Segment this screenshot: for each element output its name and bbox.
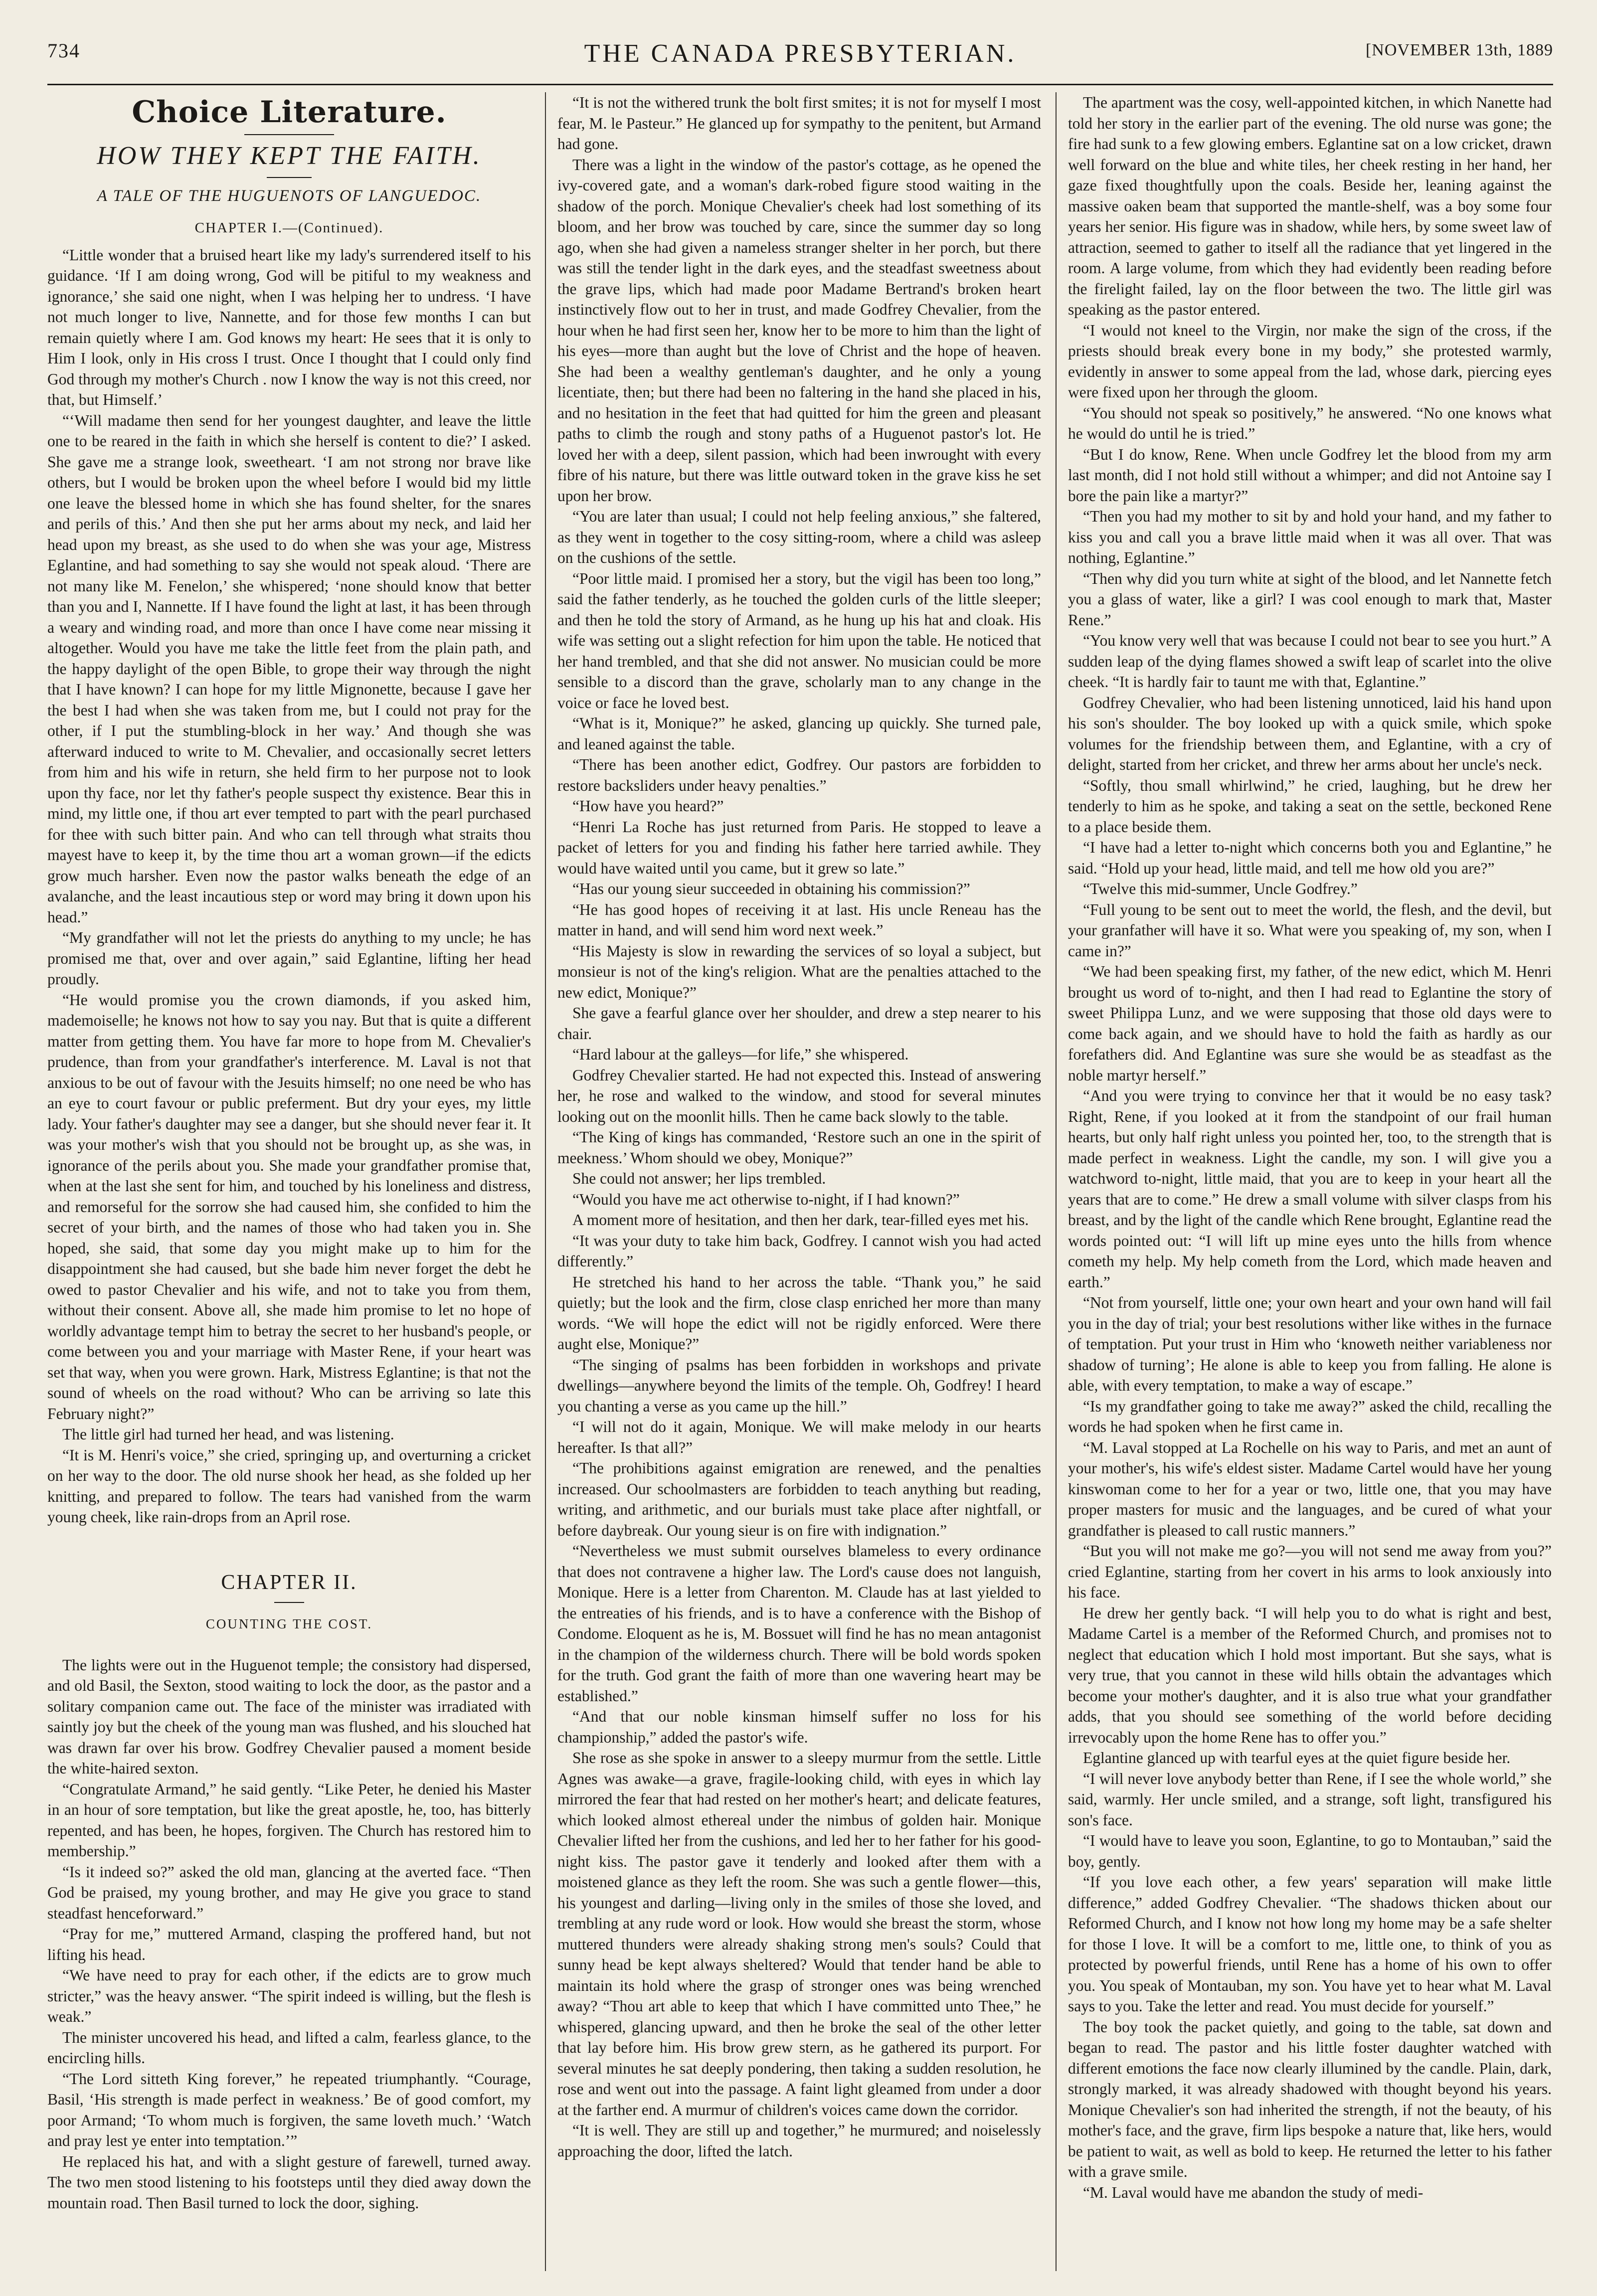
paragraph: “Nevertheless we must submit ourselves blameless to every ordinance that does not contravene a higher law. The Lord's cause does not languish, Monique. Here is a letter from Charenton. M. Claude has at last yielded to the entreaties of his friends, and is to have a conference with the Bishop of Condome. Eloquent as he is, M. Bossuet will find he has no mean antagonist in the champion of the wilderness church. There will be bold words spoken for the truth. God grant the faith of more than one wavering heart may be established.”	[557, 1542, 1041, 1705]
chapter-2-subtitle: COUNTING THE COST.	[205, 1616, 373, 1631]
paragraph: “The King of kings has commanded, ‘Restore such an one in the spirit of meekness.’ Whom should we obey, Monique?”	[557, 1128, 1041, 1167]
paragraph: “I will never love anybody better than Rene, if I see the whole world,” she said, warmly. Her uncle smiled, and a strange, soft light, transfigured his son's face.	[1068, 1769, 1552, 1829]
page-number: 734	[47, 39, 80, 62]
paragraph: A moment more of hesitation, and then her dark, tear-filled eyes met his.	[572, 1211, 1029, 1229]
paragraph: “Pray for me,” muttered Armand, clasping the proffered hand, but not lifting his head.	[47, 1925, 531, 1963]
section-title: Choice Literature.	[132, 95, 447, 130]
paragraph: He replaced his hat, and with a slight gesture of farewell, turned away. The two men stood listening to his footsteps until they died away down the mountain road. Then Basil turned to lock the door, sighing.	[47, 2152, 531, 2212]
paragraph: “We have need to pray for each other, if the edicts are to grow much stricter,” was the heavy answer. “The spirit indeed is willing, but the flesh is weak.”	[47, 1966, 531, 2025]
paragraph: “You know very well that was because I could not bear to see you hurt.” A sudden leap of the dying flames showed a swift leap of scarlet into the olive cheek. “It is hardly fair to taunt me with that, Eglantine.”	[1068, 632, 1552, 691]
paragraph: The apartment was the cosy, well-appointed kitchen, in which Nanette had told her story in the earlier part of the evening. The old nurse was gone; the fire had sunk to a few glowing embers. Eglantine sat on a low cricket, drawn well forward on the blue and white tiles, her cheek resting in her hand, her gaze fixed thoughtfully upon the coals. Beside her, leaning against the massive oaken beam that supported the mantle-shelf, was a boy some four years her senior. His figure was in shadow, while hers, by some sweet law of attraction, seemed to gather to itself all the radiance that yet lingered in the room. A large volume, from which they had evidently been reading before the firelight failed, lay on the floor between the two. The little girl was speaking as the pastor entered.	[1068, 94, 1552, 318]
paragraph: “You are later than usual; I could not help feeling anxious,” she faltered, as they went in together to the cosy sitting-room, where a child was asleep on the cushions of the settle.	[557, 508, 1041, 566]
paragraph: “I will not do it again, Monique. We will make melody in our hearts hereafter. Is that all?”	[557, 1418, 1041, 1456]
paragraph: “My grandfather will not let the priests do anything to my uncle; he has promised me that, over and over again,” said Eglantine, lifting her head proudly.	[47, 929, 531, 988]
column-1-text-b	[47, 1655, 531, 2214]
column-1	[47, 92, 531, 2271]
paragraph: “Henri La Roche has just returned from Paris. He stopped to leave a packet of letters for you and finding his father here tarried awhile. They would have waited until you came, but it grew so late.”	[557, 818, 1041, 877]
paragraph: “Is my grandfather going to take me away?” asked the child, recalling the words he had spoken when he first came in.	[1068, 1397, 1552, 1435]
paragraph: The little girl had turned her head, and was listening.	[62, 1425, 394, 1443]
paragraph: “If you love each other, a few years' separation will make little difference,” added Godfrey Chevalier. “The shadows thicken about our Reformed Church, and I know not how long my home may be a safe shelter for those I love. It will be a comfort to me, little one, to think of you as protected by powerful friends, until Rene has a home of his own to offer you. You speak of Montauban, my son. You have yet to hear what M. Laval says to you. Take the letter and read. You must decide for yourself.”	[1068, 1873, 1552, 2015]
paragraph: “It is M. Henri's voice,” she cried, springing up, and overturning a cricket on her way to the door. The old nurse shook her head, as she folded up her knitting, and prepared to follow. The tears had vanished from the warm young cheek, like rain-drops from an April rose.	[47, 1446, 531, 1526]
paragraph: “It is well. They are still up and together,” he murmured; and noiselessly approaching the door, lifted the latch.	[557, 2121, 1041, 2160]
column-3	[1068, 92, 1552, 2271]
paragraph: “I would not kneel to the Virgin, nor make the sign of the cross, if the priests should break every bone in my body,” she protested warmly, evidently in answer to some appeal from the lad, whose dark, piercing eyes were fixed upon her through the gloom.	[1068, 321, 1552, 401]
paragraph: “How have you heard?”	[572, 797, 724, 815]
paragraph: He drew her gently back. “I will help you to do what is right and best, Madame Cartel is a member of the Reformed Church, and promises not to neglect that education which I hold most important. But she says, what is very true, that you cannot in these wild hills obtain the advantages which become your mother's daughter, and it is also true what your grandfather adds, that you should see something of the world before deciding irrevocably upon the home Rene has to offer you.”	[1068, 1604, 1552, 1746]
paragraph: “And that our noble kinsman himself suffer no loss for his championship,” added the pastor's wife.	[557, 1708, 1041, 1746]
paragraph: “Would you have me act otherwise to-night, if I had known?”	[572, 1190, 960, 1208]
journal-title: THE CANADA PRESBYTERIAN.	[584, 39, 1017, 68]
paragraph: “But you will not make me go?—you will not send me away from you?” cried Eglantine, starting from her covert in his arms to look anxiously into his face.	[1068, 1542, 1552, 1601]
column-2	[557, 92, 1041, 2271]
paragraph: “Is it indeed so?” asked the old man, glancing at the averted face. “Then God be praised, my young brother, and may He give you grace to stand steadfast henceforward.”	[47, 1863, 531, 1922]
paragraph: “Then why did you turn white at sight of the blood, and let Nannette fetch you a glass of water, like a girl? I was cool enough to mark that, Master Rene.”	[1068, 569, 1552, 629]
column-2-text	[557, 92, 1041, 2161]
paragraph: “M. Laval stopped at La Rochelle on his way to Paris, and met an aunt of your mother's, his wife's eldest sister. Madame Cartel would have her young kinswoman come to her for a year or two, little one, that you may have proper masters for music and the languages, and be cured of what your grandfather is pleased to call rustic manners.”	[1068, 1438, 1552, 1539]
paragraph: The minister uncovered his head, and lifted a calm, fearless glance, to the encircling hills.	[47, 2028, 531, 2067]
paragraph: There was a light in the window of the pastor's cottage, as he opened the ivy-covered gate, and a woman's dark-robed figure stood waiting in the shadow of the porch. Monique Chevalier's cheek had lost something of its bloom, and her brow was touched by care, since the summer day so long ago, when she had given a nameless stranger shelter in her porch, but there was still the tender light in the dark eyes, and the steadfast sweetness about the grave lips, which had made poor Madame Bertrand's broken heart instinctively flow out to her in trust, and made Godfrey Chevalier, from the hour when he had first seen her, know her to be more to him than the light of his eyes—more than aught but the love of Christ and the hope of heaven. She had been a wealthy gentleman's daughter, and he only a young licentiate, then; but there had been no faltering in the hand she placed in his, and no hesitation in the feet that had quitted for him the green and pleasant paths to climb the rough and stony paths of a Huguenot pastor's lot. He loved her with a deep, silent passion, which had been inwrought with every fibre of his nature, but there was little outward token in the grave kiss he set upon her brow.	[557, 156, 1041, 505]
column-divider	[545, 92, 546, 2271]
paragraph: Eglantine glanced up with tearful eyes at the quiet figure beside her.	[1083, 1749, 1511, 1766]
paragraph: “We had been speaking first, my father, of the new edict, which M. Henri brought us word of to-night, and then I had read to Eglantine the story of sweet Philippa Lunz, and we were supposing that those old days were to come back again, and we should have to hold the faith as hardly as our forefathers did. And Eglantine was sure she would be as steadfast as the noble martyr herself.”	[1068, 963, 1552, 1084]
paragraph: “You should not speak so positively,” he answered. “No one knows what he would do until he is tried.”	[1068, 404, 1552, 442]
page-header	[47, 39, 1553, 84]
story-title: HOW THEY KEPT THE FAITH.	[97, 142, 482, 170]
paragraph: She rose as she spoke in answer to a sleepy murmur from the settle. Little Agnes was awake—a grave, fragile-looking child, with eyes in which lay mirrored the fear that had rested on her mother's heart; and delicate features, which looked almost ethereal under the nimbus of golden hair. Monique Chevalier lifted her from the cushions, and led her to her father for his good-night kiss. The pastor gave it tenderly and looked after them with a moistened glance as they left the room. She was such a gentle flower—this, his youngest and darling—living only in the smiles of those she loved, and trembling at any rude word or look. How would she breast the storm, whose muttered thunders were already shaking strong men's souls? Could that sunny head be kept always sheltered? Would that tender hand be able to maintain its hold where the grasp of stronger ones was being wrenched away? “Thou art able to keep that which I have committed unto Thee,” he whispered, glancing upward, and then he broke the seal of the other letter that lay before him. His brow grew stern, as he gathered its purport. For several minutes he sat deeply pondering, then taking a sudden resolution, he rose and went out into the passage. A faint light gleamed from under a door at the farther end. A murmur of children's voices came down the corridor.	[557, 1749, 1041, 2119]
paragraph: “M. Laval would have me abandon the study of medi-	[1083, 2183, 1423, 2201]
paragraph: “His Majesty is slow in rewarding the services of so loyal a subject, but monsieur is not of the king's religion. What are the penalties attached to the new edict, Monique?”	[557, 942, 1041, 1001]
paragraph: “Has our young sieur succeeded in obtaining his commission?”	[572, 880, 970, 897]
paragraph: “Twelve this mid-summer, Uncle Godfrey.”	[1083, 880, 1358, 897]
paragraph: The lights were out in the Huguenot temple; the consistory had dispersed, and old Basil, the Sexton, stood waiting to lock the door, as the pastor and a solitary companion came out. The face of the minister was irradiated with saintly joy but the cheek of the young man was flushed, and his slouched hat was drawn far over his brow. Godfrey Chevalier paused a moment beside the white-haired sexton.	[47, 1656, 531, 1777]
title-rule	[267, 177, 312, 178]
paragraph: “Poor little maid. I promised her a story, but the vigil has been too long,” said the father tenderly, as he touched the golden curls of the little sleeper; and then he told the story of Armand, as he hung up his hat and cloak. His wife was setting out a slight refection for him upon the table. He noticed that her hand trembled, and that she did not answer. No musician could be more sensible to a discord than the grave, scholarly man to any change in the voice or face he loved best.	[557, 569, 1041, 711]
paragraph: “There has been another edict, Godfrey. Our pastors are forbidden to restore backsliders under heavy penalties.”	[557, 756, 1041, 794]
paragraph: Godfrey Chevalier started. He had not expected this. Instead of answering her, he rose and walked to the window, and stood for several minutes looking out on the moonlit hills. Then he came back slowly to the table.	[557, 1066, 1041, 1125]
paragraph: She gave a fearful glance over her shoulder, and drew a step nearer to his chair.	[557, 1004, 1041, 1043]
paragraph: “Then you had my mother to sit by and hold your hand, and my father to kiss you and call you a brave little maid when it was all over. That was nothing, Eglantine.”	[1068, 508, 1552, 566]
paragraph: “I would have to leave you soon, Eglantine, to go to Montauban,” said the boy, gently.	[1068, 1832, 1552, 1870]
paragraph: “He would promise you the crown diamonds, if you asked him, mademoiselle; he knows not how to say you nay. But that is quite a different matter from getting them. You have far more to hope from M. Chevalier's prudence, than from your grandfather's interference. M. Laval is not that anxious to be out of favour with the Jesuits himself; no one need be who has an eye to court favour or public preferment. But dry your eyes, my little lady. Your father's daughter may see a danger, but she should never fear it. It was your mother's wish that you should not be brought up, as she was, in ignorance of the perils about you. She made your grandfather promise that, when at the last she sent for him, and touched by his loneliness and distress, and remorseful for the sorrow she had caused him, she confided to him the secret of your birth, and the names of those who had taken you in. She hoped, she said, that some day you might make up to him for the disappointment she had caused, but she bade him never forget the debt he owed to pastor Chevalier and his wife, and not to take you from them, without their consent. Above all, she made him promise to let no hope of worldly advantage tempt him to betray the secret to her husband's people, or come between you and your marriage with Master Rene, if your heart was set that way, when you were grown. Hark, Mistress Eglantine; is that not the sound of wheels on the road without? Who can be arriving so late this February night?”	[47, 991, 531, 1422]
paragraph: The boy took the packet quietly, and going to the table, sat down and began to read. The pastor and his little foster daughter watched with different emotions the face now clearly illumined by the candle. Plain, dark, strongly marked, it was already shadowed with thought beyond his years. Monique Chevalier's son had inherited the strength, if not the beauty, of his mother's face, and the grave, firm lips bespoke a nature that, like hers, would be patient to wait, as well as bold to keep. He returned the letter to his father with a grave smile.	[1068, 2018, 1552, 2180]
paragraph: “Not from yourself, little one; your own heart and your own hand will fail you in the day of trial; your best resolutions wither like withes in the furnace of temptation. Put your trust in Him who ‘knoweth neither variableness nor shadow of turning’; He alone is able to keep you from falling. He alone is able, with every temptation, to make a way of escape.”	[1068, 1294, 1552, 1394]
chapter-heading: CHAPTER I.—(Continued).	[194, 220, 384, 236]
issue-date: [NOVEMBER 13th, 1889	[1365, 41, 1553, 59]
paragraph: “Little wonder that a bruised heart like my lady's surrendered itself to his guidance. ‘If I am doing wrong, God will be pitiful to my weakness and ignorance,’ she said one night, when I was helping her to undress. ‘I have not much longer to live, Nannette, and for those few months I can but remain quietly where I am. God knows my heart: He sees that it is only to Him I look, only in His cross I trust. Once I thought that I could only find God through my mother's Church . now I know the way is not this creed, nor that, but Himself.’	[47, 246, 531, 408]
section-rule	[244, 134, 334, 135]
chapter-2-heading: CHAPTER II.	[221, 1571, 357, 1594]
paragraph: He stretched his hand to her across the table. “Thank you,” he said quietly; but the look and the firm, close clasp enriched her more than many words. “We will hope the edict will not be rigidly enforced. Were there aught else, Monique?”	[557, 1273, 1041, 1353]
paragraph: Godfrey Chevalier, who had been listening unnoticed, laid his hand upon his son's shoulder. The boy looked up with a quick smile, which spoke volumes for the friendship between them, and Eglantine, with a cry of delight, started from her cricket, and threw her arms about her uncle's neck.	[1068, 694, 1552, 773]
paragraph: “But I do know, Rene. When uncle Godfrey let the blood from my arm last month, did I not hold still without a whimper; and did not Antoine say I bore the pain like a martyr?”	[1068, 445, 1552, 505]
paragraph: “I have had a letter to-night which concerns both you and Eglantine,” he said. “Hold up your head, little maid, and tell me how old you are?”	[1068, 839, 1552, 877]
paragraph: “He has good hopes of receiving it at last. His uncle Reneau has the matter in hand, and will send him word next week.”	[557, 900, 1041, 939]
column-1-text-a	[47, 245, 531, 1528]
paragraph: “What is it, Monique?” he asked, glancing up quickly. She turned pale, and leaned against the table.	[557, 714, 1041, 753]
paragraph: “The prohibitions against emigration are renewed, and the penalties increased. Our schoolmasters are forbidden to teach anything but reading, writing, and arithmetic, and our burials must take place after nightfall, or before daybreak. Our young sieur is on fire with indignation.”	[557, 1459, 1041, 1539]
paragraph: “It was your duty to take him back, Godfrey. I cannot wish you had acted differently.”	[557, 1232, 1041, 1270]
header-rule	[47, 84, 1553, 85]
paragraph: “It is not the withered trunk the bolt first smites; it is not for myself I most fear, M. le Pasteur.” He glanced up for sympathy to the penitent, but Armand had gone.	[557, 94, 1041, 153]
column-divider	[1056, 92, 1057, 2271]
paragraph: “Hard labour at the galleys—for life,” she whispered.	[572, 1046, 909, 1063]
paragraph: “Softly, thou small whirlwind,” he cried, laughing, but he drew her tenderly to him as he spoke, and taking a seat on the settle, beckoned Rene to a place beside them.	[1068, 776, 1552, 836]
paragraph: “And you were trying to convince her that it would be no easy task? Right, Rene, if you looked at it from the standpoint of our frail human hearts, but only half right unless you pointed her, too, to the strength that is made perfect in weakness. Light the candle, my son. I will give you a watchword to-night, little maid, that you are to keep in your heart all the years that are to come.” He drew a small volume with silver clasps from his breast, and by the light of the candle which Rene brought, Eglantine read the words pointed out: “I will lift up mine eyes unto the hills from whence cometh my help. My help cometh from the Lord, which made heaven and earth.”	[1068, 1087, 1552, 1291]
paragraph: “Congratulate Armand,” he said gently. “Like Peter, he denied his Master in an hour of sore temptation, but like the great apostle, he, too, has bitterly repented, and has been, he hopes, forgiven. The Church has restored him to membership.”	[47, 1780, 531, 1860]
column-3-text	[1068, 92, 1552, 2203]
paragraph: “The Lord sitteth King forever,” he repeated triumphantly. “Courage, Basil, ‘His strength is made perfect in weakness.’ Be of good comfort, my poor Armand; ‘To whom much is forgiven, the same loveth much.’ ‘Watch and pray lest ye enter into temptation.’”	[47, 2070, 531, 2149]
paragraph: “Full young to be sent out to meet the world, the flesh, and the devil, but your granfather will have it so. What were you speaking of, my son, when I came in?”	[1068, 900, 1552, 960]
paragraph: “‘Will madame then send for her youngest daughter, and leave the little one to be reared in the faith in which she herself is content to die?’ I asked. She gave me a strange look, sweetheart. ‘I am not strong nor brave like others, but I would be broken upon the wheel before I would bid my little one leave the blessed home in which she has found shelter, for the snares and perils of this.’ And then she put her arms about my neck, and laid her head upon my breast, as she used to do when she was your age, Mistress Eglantine, and had something to say she would not speak aloud. ‘There are not many like M. Fenelon,’ she whispered; ‘none should know that better than you and I, Nannette. If I have found the light at last, it has been through a weary and winding road, and more than once I have come near missing it altogether. Would you have me take the little feet from the plain path, and the happy daylight of the open Bible, to grope their way through the night that I have known? I can hope for my little Mignonette, because I gave her the best I had when she was taken from me, but I could not pray for the other, if I put the stumbling-block in her way.’ And though she was afterward induced to write to M. Chevalier, and occasionally secret letters from him and his wife in return, she held firm to her purpose not to look upon thy face, nor let thy father's people suspect thy existence. Bear this in mind, my little one, if thou art ever tempted to part with the pearl purchased for thee with such bitter pain. And who can tell through what straits thou mayest have to keep it, by the time thou art a woman grown—if the edicts grow much harsher. Even now the pastor walks beneath the edge of an avalanche, and the least incautious step or word may bring it down upon his head.”	[47, 411, 531, 926]
story-subtitle: A TALE OF THE HUGUENOTS OF LANGUEDOC.	[97, 187, 482, 205]
paragraph: “The singing of psalms has been forbidden in workshops and private dwellings—anywhere beyond the limits of the temple. Oh, Godfrey! I heard you chanting a verse as you came up the hill.”	[557, 1356, 1041, 1415]
chapter-rule	[274, 1602, 304, 1603]
paragraph: She could not answer; her lips trembled.	[572, 1170, 826, 1187]
